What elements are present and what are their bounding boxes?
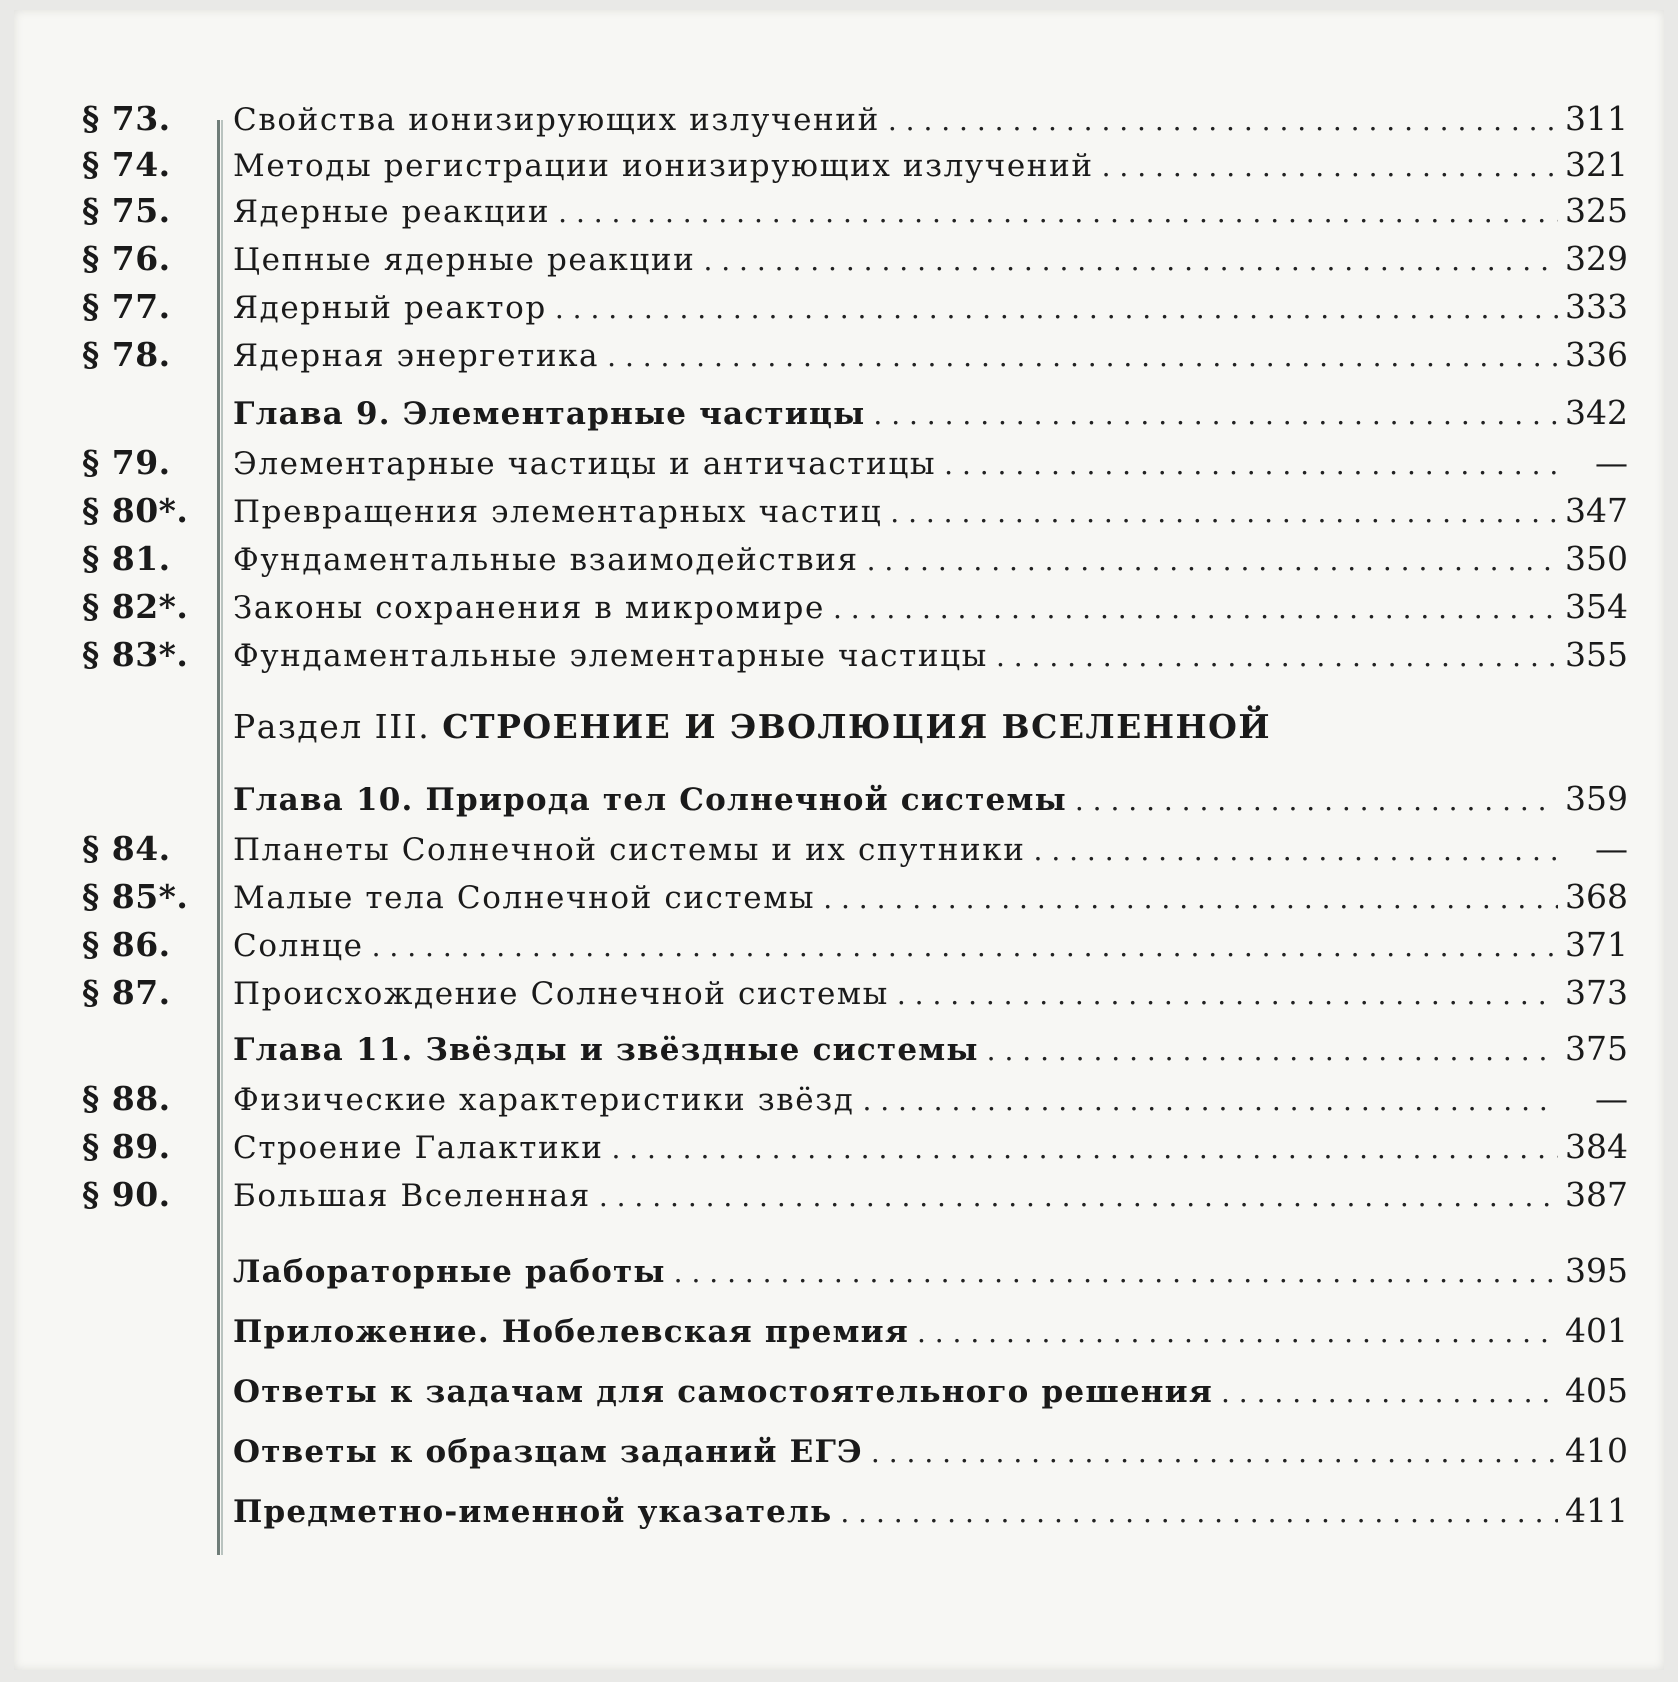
chapter-title: Глава 10. Природа тел Солнечной системы [233, 782, 1067, 818]
leader-dots [372, 930, 1558, 963]
toc-entry [0, 968, 1678, 1016]
toc-backmatter [0, 1426, 1678, 1474]
leader-dots [987, 1034, 1558, 1067]
toc-entry [0, 1122, 1678, 1170]
page-number: 384 [1565, 1127, 1628, 1166]
leader-dots [674, 1256, 1558, 1289]
section-number: § 89. [82, 1127, 171, 1166]
entry-title: Планеты Солнечной системы и их спутники [233, 832, 1026, 868]
entry-title: Строение Галактики [233, 1130, 604, 1166]
section-number: § 82*. [82, 587, 189, 626]
page-number: 410 [1565, 1431, 1628, 1470]
leader-dots [703, 244, 1558, 277]
leader-dots [1221, 1376, 1558, 1409]
leader-dots [1075, 784, 1558, 817]
entry-title: Превращения элементарных частиц [233, 494, 883, 530]
toc-entry [0, 94, 1678, 142]
leader-dots [599, 1180, 1558, 1213]
section-number: § 76. [82, 239, 171, 278]
toc-entry [0, 282, 1678, 330]
backmatter-title: Приложение. Нобелевская премия [233, 1314, 909, 1350]
section-number: § 83*. [82, 635, 189, 674]
page-number: 395 [1565, 1251, 1628, 1290]
toc-entry [0, 872, 1678, 920]
section-number: § 88. [82, 1079, 171, 1118]
toc-entry [0, 330, 1678, 378]
page-number: 359 [1565, 779, 1628, 818]
entry-title: Малые тела Солнечной системы [233, 880, 816, 916]
page-number: — [1595, 443, 1628, 482]
entry-title: Цепные ядерные реакции [233, 242, 696, 278]
part-heading [233, 707, 1271, 746]
page-number: 368 [1565, 877, 1628, 916]
leader-dots [558, 196, 1558, 229]
toc-part-heading [0, 702, 1678, 750]
toc-entry [0, 582, 1678, 630]
page-number: — [1595, 829, 1628, 868]
toc-entry [0, 920, 1678, 968]
page-number: 325 [1565, 191, 1628, 230]
leader-dots [1034, 834, 1558, 867]
leader-dots [996, 640, 1558, 673]
leader-dots [917, 1316, 1558, 1349]
toc-chapter [0, 774, 1678, 822]
leader-dots [607, 340, 1558, 373]
section-number: § 77. [82, 287, 171, 326]
section-number: § 86. [82, 925, 171, 964]
toc-chapter [0, 388, 1678, 436]
entry-title: Методы регистрации ионизирующих излучений [233, 148, 1094, 184]
leader-dots [840, 1496, 1558, 1529]
page-number: 336 [1565, 335, 1628, 374]
leader-dots [888, 104, 1558, 137]
backmatter-title: Предметно-именной указатель [233, 1494, 833, 1530]
chapter-title: Глава 11. Звёзды и звёздные системы [233, 1032, 979, 1068]
page-number: 355 [1565, 635, 1628, 674]
entry-title: Происхождение Солнечной системы [233, 976, 889, 1012]
section-number: § 79. [82, 443, 171, 482]
chapter-title: Глава 9. Элементарные частицы [233, 396, 866, 432]
page-number: 342 [1565, 393, 1628, 432]
page-number: 329 [1565, 239, 1628, 278]
page-number: 373 [1565, 973, 1628, 1012]
section-number: § 78. [82, 335, 171, 374]
toc-entry [0, 140, 1678, 188]
page-number: — [1595, 1079, 1628, 1118]
page-number: 333 [1565, 287, 1628, 326]
toc-entry [0, 630, 1678, 678]
page-number: 411 [1565, 1491, 1628, 1530]
leader-dots [611, 1132, 1558, 1165]
toc-entry [0, 534, 1678, 582]
leader-dots [897, 978, 1558, 1011]
toc-backmatter [0, 1486, 1678, 1534]
section-number: § 74. [82, 145, 171, 184]
leader-dots [871, 1436, 1558, 1469]
toc-entry [0, 186, 1678, 234]
toc-entry [0, 486, 1678, 534]
page-number: 347 [1565, 491, 1628, 530]
backmatter-title: Ответы к образцам заданий ЕГЭ [233, 1434, 863, 1470]
page-number: 401 [1565, 1311, 1628, 1350]
section-number: § 85*. [82, 877, 189, 916]
toc-entry [0, 1074, 1678, 1122]
leader-dots [833, 592, 1558, 625]
backmatter-title: Ответы к задачам для самостоятельного решения [233, 1374, 1213, 1410]
section-number: § 81. [82, 539, 171, 578]
toc-chapter [0, 1024, 1678, 1072]
leader-dots [862, 1084, 1558, 1117]
toc-backmatter [0, 1306, 1678, 1354]
section-number: § 84. [82, 829, 171, 868]
page-number: 375 [1565, 1029, 1628, 1068]
entry-title: Законы сохранения в микромире [233, 590, 825, 626]
toc-backmatter [0, 1246, 1678, 1294]
entry-title: Ядерный реактор [233, 290, 547, 326]
backmatter-title: Лабораторные работы [233, 1254, 666, 1290]
toc-entry [0, 824, 1678, 872]
entry-title: Фундаментальные взаимодействия [233, 542, 859, 578]
leader-dots [873, 398, 1558, 431]
entry-title: Большая Вселенная [233, 1178, 591, 1214]
page-number: 350 [1565, 539, 1628, 578]
toc-entry [0, 234, 1678, 282]
section-number: § 75. [82, 191, 171, 230]
entry-title: Свойства ионизирующих излучений [233, 102, 880, 138]
toc-entry [0, 1170, 1678, 1218]
page-number: 371 [1565, 925, 1628, 964]
part-title: СТРОЕНИЕ И ЭВОЛЮЦИЯ ВСЕЛЕННОЙ [442, 707, 1272, 746]
toc-entry [0, 438, 1678, 486]
leader-dots [823, 882, 1558, 915]
page-number: 405 [1565, 1371, 1628, 1410]
page-number: 387 [1565, 1175, 1628, 1214]
toc-backmatter [0, 1366, 1678, 1414]
entry-title: Фундаментальные элементарные частицы [233, 638, 988, 674]
leader-dots [944, 448, 1558, 481]
leader-dots [1102, 150, 1558, 183]
section-number: § 73. [82, 99, 171, 138]
entry-title: Солнце [233, 928, 364, 964]
part-prefix: Раздел III. [233, 707, 431, 746]
leader-dots [555, 292, 1558, 325]
page-number: 321 [1565, 145, 1628, 184]
section-number: § 90. [82, 1175, 171, 1214]
entry-title: Физические характеристики звёзд [233, 1082, 855, 1118]
entry-title: Ядерная энергетика [233, 338, 600, 374]
page-number: 311 [1565, 99, 1628, 138]
leader-dots [867, 544, 1558, 577]
section-number: § 80*. [82, 491, 189, 530]
entry-title: Элементарные частицы и античастицы [233, 446, 937, 482]
entry-title: Ядерные реакции [233, 194, 551, 230]
page-number: 354 [1565, 587, 1628, 626]
leader-dots [890, 496, 1558, 529]
section-number: § 87. [82, 973, 171, 1012]
